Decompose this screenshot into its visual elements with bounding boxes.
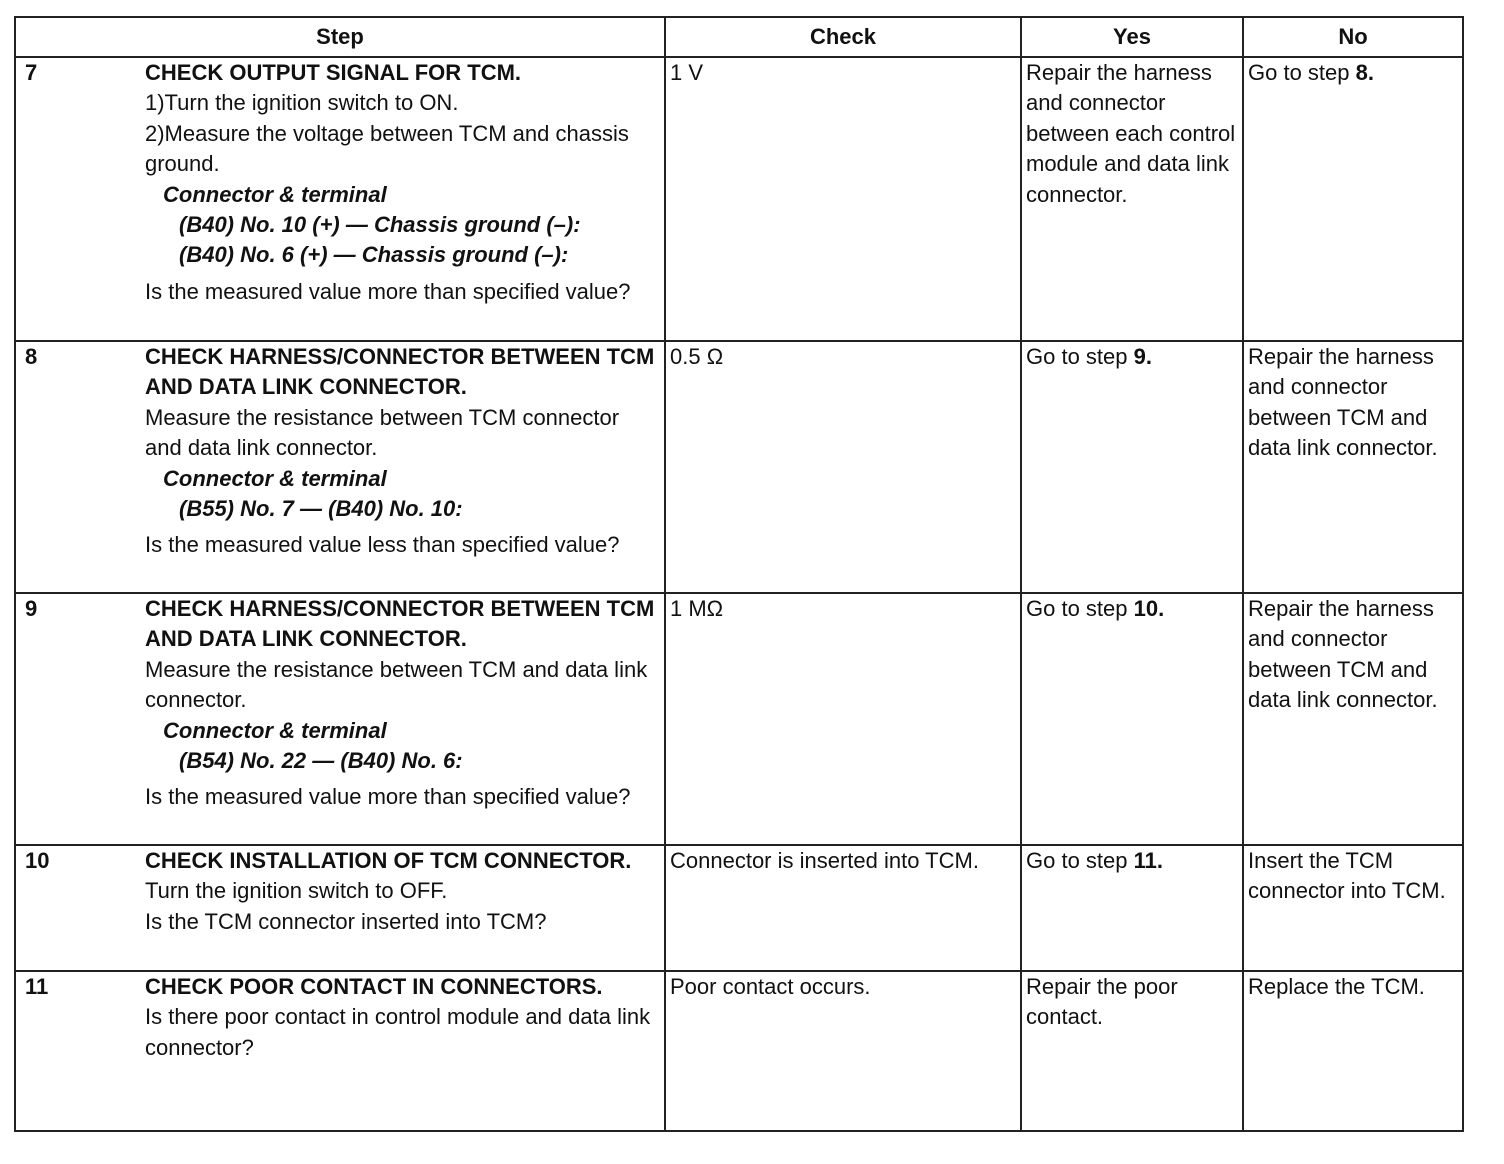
- step-cell: [15, 845, 665, 971]
- no-cell: [1243, 971, 1463, 1131]
- step-number: 10: [25, 848, 50, 873]
- no-text: Repair the harness and connector between TCM and data link connector.: [1248, 596, 1438, 713]
- step-line: 1)Turn the ignition switch to ON.: [145, 90, 459, 116]
- no-text: Go to step: [1248, 60, 1350, 85]
- no-text: Repair the harness and connector between TCM and data link connector.: [1248, 344, 1438, 461]
- step-line: Is there poor contact in control module and data link connector?: [145, 1004, 651, 1060]
- terminal-line: (B55) No. 7 — (B40) No. 10:: [179, 496, 463, 522]
- step-title: CHECK POOR CONTACT IN CONNECTORS.: [145, 974, 603, 999]
- diagnostic-table: [14, 16, 1464, 1132]
- step-title: CHECK OUTPUT SIGNAL FOR TCM.: [145, 60, 522, 85]
- yes-cell: [1021, 971, 1243, 1131]
- no-cell: [1243, 57, 1463, 341]
- step-line: 2)Measure the voltage between TCM and chassis ground.: [145, 120, 629, 177]
- no-cell: [1243, 845, 1463, 971]
- step-cell: [15, 57, 665, 341]
- check-cell: Connector is inserted into TCM.: [665, 845, 1021, 971]
- connector-label: Connector & terminal: [163, 465, 387, 491]
- step-title: CHECK HARNESS/CONNECTOR BETWEEN TCM AND DATA LINK CONNECTOR.: [145, 344, 655, 400]
- step-question: Is the measured value less than specified value?: [145, 532, 620, 558]
- step-number: 11: [25, 974, 49, 999]
- check-cell: Poor contact occurs.: [665, 971, 1021, 1131]
- yes-text: Go to step: [1026, 344, 1128, 369]
- yes-step-ref: 10.: [1133, 596, 1165, 621]
- yes-cell: [1021, 845, 1243, 971]
- step-number: 8: [25, 344, 38, 369]
- step-line: Measure the resistance between TCM connector and data link connector.: [145, 404, 620, 461]
- table-row: [15, 57, 1463, 341]
- yes-text: Go to step: [1026, 596, 1128, 621]
- step-line: Turn the ignition switch to OFF.: [145, 878, 448, 904]
- terminal-line: (B54) No. 22 — (B40) No. 6:: [179, 748, 463, 774]
- header-row: [15, 17, 1463, 57]
- header-no: No: [1243, 17, 1463, 57]
- table-row: [15, 845, 1463, 971]
- no-cell: [1243, 593, 1463, 845]
- table-row: [15, 341, 1463, 593]
- header-check: Check: [665, 17, 1021, 57]
- terminal-line: (B40) No. 10 (+) — Chassis ground (–):: [179, 212, 581, 238]
- step-question: Is the measured value more than specified value?: [145, 278, 631, 304]
- yes-text: Repair the harness and connector between each control module and data link connector.: [1026, 60, 1236, 207]
- yes-text: Go to step: [1026, 848, 1128, 873]
- check-cell: 1 MΩ: [665, 593, 1021, 845]
- yes-cell: [1021, 341, 1243, 593]
- step-cell: [15, 341, 665, 593]
- header-step: Step: [15, 17, 665, 57]
- connector-label: Connector & terminal: [163, 717, 387, 743]
- yes-text: Repair the poor contact.: [1026, 974, 1178, 1030]
- no-text: Insert the TCM connector into TCM.: [1248, 848, 1446, 904]
- step-cell: [15, 593, 665, 845]
- step-title: CHECK INSTALLATION OF TCM CONNECTOR.: [145, 848, 632, 873]
- step-number: 9: [25, 596, 38, 621]
- yes-step-ref: 9.: [1133, 344, 1152, 369]
- check-cell: 0.5 Ω: [665, 341, 1021, 593]
- step-line: Measure the resistance between TCM and data link connector.: [145, 656, 648, 713]
- yes-cell: [1021, 57, 1243, 341]
- no-text: Replace the TCM.: [1248, 974, 1425, 999]
- step-number: 7: [25, 60, 38, 85]
- yes-step-ref: 11.: [1133, 848, 1164, 873]
- no-step-ref: 8.: [1355, 60, 1374, 85]
- yes-cell: [1021, 593, 1243, 845]
- connector-label: Connector & terminal: [163, 181, 387, 207]
- check-cell: 1 V: [665, 57, 1021, 341]
- step-title: CHECK HARNESS/CONNECTOR BETWEEN TCM AND DATA LINK CONNECTOR.: [145, 596, 655, 652]
- step-question: Is the measured value more than specified value?: [145, 784, 631, 810]
- step-cell: [15, 971, 665, 1131]
- terminal-line: (B40) No. 6 (+) — Chassis ground (–):: [179, 242, 569, 268]
- step-line: Is the TCM connector inserted into TCM?: [145, 908, 547, 934]
- table-row: [15, 971, 1463, 1131]
- table-row: [15, 593, 1463, 845]
- header-yes: Yes: [1021, 17, 1243, 57]
- no-cell: [1243, 341, 1463, 593]
